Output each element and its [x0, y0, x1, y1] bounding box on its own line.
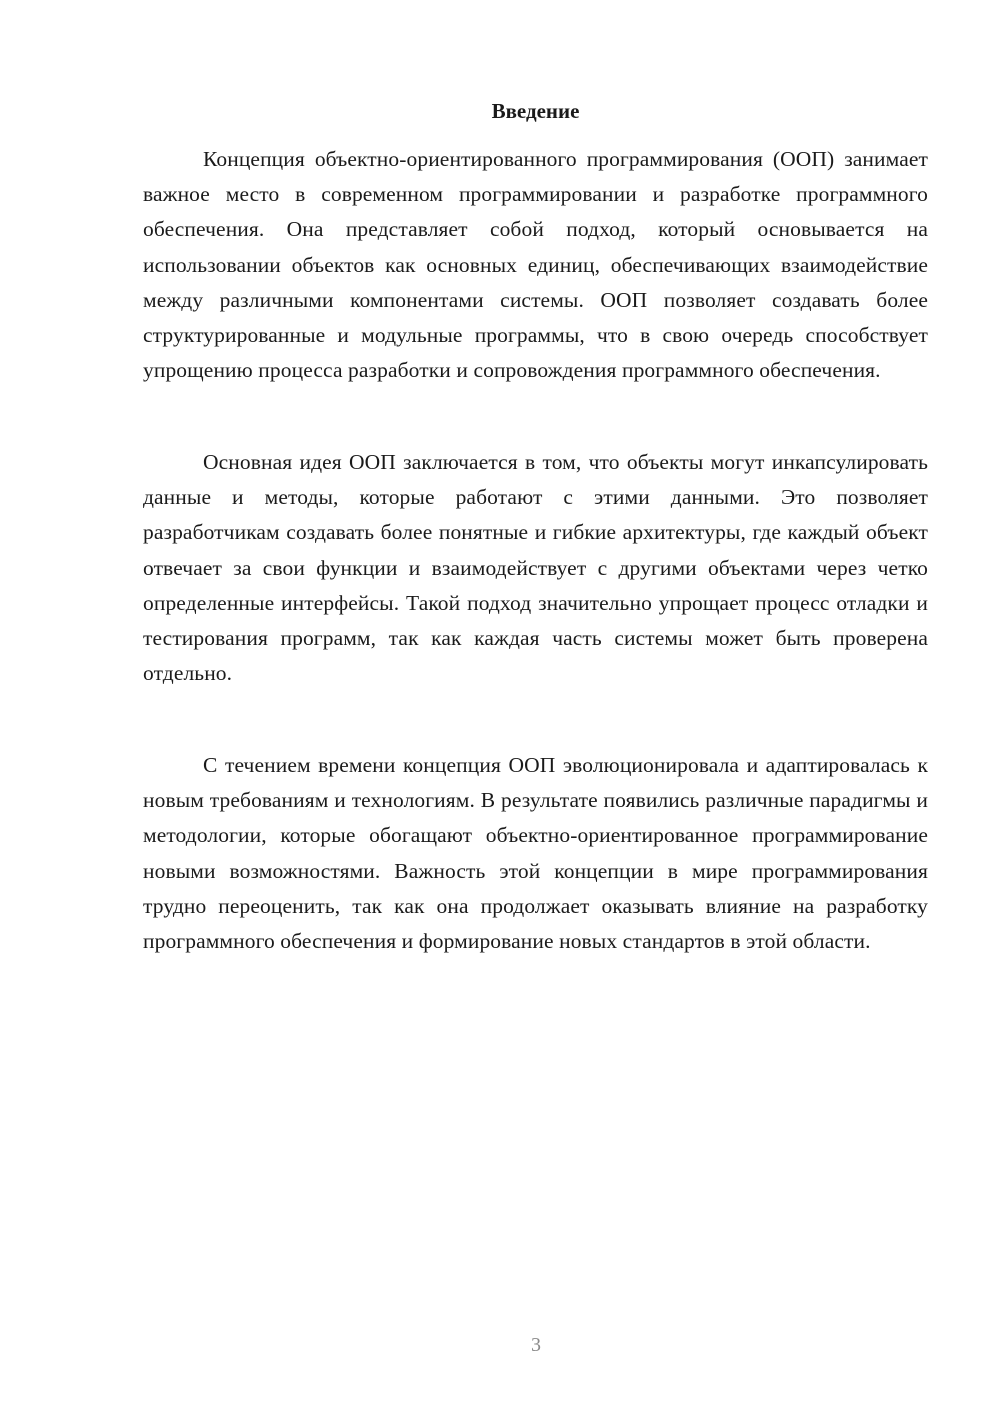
page-number: 3: [531, 1334, 541, 1356]
paragraph-2: Основная идея ООП заключается в том, что объекты могут инкапсулировать данные и методы, которые работают с этими данными. Это позволяет разработчикам создавать более понятные и гибкие архитектуры, где каждый объект отвечает за свои функции и взаимодействует с другими объектами через четко определенные интерфейсы. Такой подход значительно упрощает процесс отладки и тестирования программ, так как каждая часть системы может быть проверена отдельно.: [143, 450, 928, 686]
paragraph-3: С течением времени концепция ООП эволюционировала и адаптировалась к новым требованиям и технологиям. В результате появились различные парадигмы и методологии, которые обогащают объектно-ориентированное программирование новыми возможностями. Важность этой концепции в мире программирования трудно переоценить, так как она продолжает оказывать влияние на разработку программного обеспечения и формирование новых стандартов в этой области.: [143, 753, 928, 954]
paragraph-1: Концепция объектно-ориентированного программирования (ООП) занимает важное место в современном программировании и разработке программного обеспечения. Она представляет собой подход, который основывается на использовании объектов как основных единиц, обеспечивающих взаимодействие между различными компонентами системы. ООП позволяет создавать более структурированные и модульные программы, что в свою очередь способствует упрощению процесса разработки и сопровождения программного обеспечения.: [143, 147, 928, 383]
section-title: Введение: [491, 99, 580, 123]
